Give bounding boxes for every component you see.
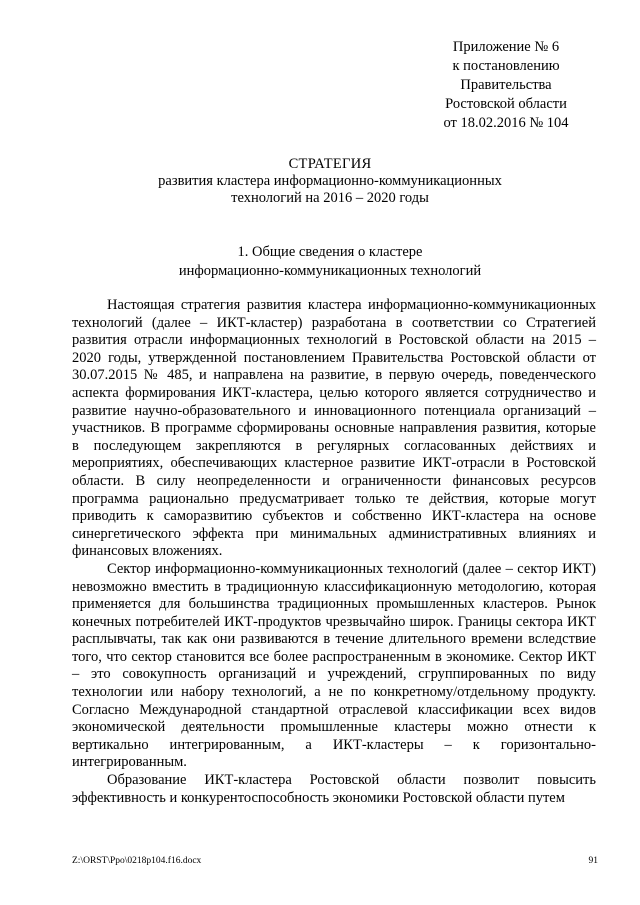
title-heading: СТРАТЕГИЯ: [288, 156, 372, 172]
body-text: [72, 297, 596, 807]
appendix-line: от 18.02.2016 № 104: [443, 115, 569, 131]
title-line: технологий на 2016 – 2020 годы: [231, 190, 429, 206]
section-heading: [60, 243, 600, 281]
paragraph: Сектор информационно-коммуникационных технологий (далее – сектор ИКТ) невозможно вместить в традиционную классификационную методологию, которая применяется для большинства традиционных промышленных кластеров. Рынок конечных потребителей ИКТ-продуктов чрезвычайно широк. Границы сектора ИКТ расплывчаты, так как они развиваются в течение длительного времени вследствие того, что сектор становится все более распространенным в экономике. Сектор ИКТ – это совокупность организаций и учреждений, сгруппированных по виду технологии или набору технологий, а не по конкретному/отдельному продукту. Согласно Международной стандартной отраслевой классификации всех видов экономической деятельности промышленные кластеры можно отнести к вертикально интегрированным, а ИКТ-кластеры – к горизонтально-интегрированным.: [72, 560, 596, 771]
appendix-header: [420, 38, 592, 133]
appendix-line: Приложение № 6: [452, 39, 560, 55]
appendix-line: Правительства: [460, 77, 552, 93]
appendix-line: Ростовской области: [445, 96, 567, 112]
section-title-line: 1. Общие сведения о кластере: [237, 244, 423, 260]
page-number: 91: [588, 856, 598, 866]
section-title-line: информационно-коммуникационных технологий: [178, 263, 482, 279]
paragraph: Настоящая стратегия развития кластера информационно-коммуникационных технологий (далее – ИКТ-кластер) разработана в соответствии со Стратегией развития отрасли информационных технологий в Ростовской области на 2015 – 2020 годы, утвержденной постановлением Правительства Ростовской области от 30.07.2015 № 485, и направлена на развитие, в первую очередь, поведенческого аспекта формирования ИКТ-кластера, целью которого является сотрудничество и развитие научно-образовательного и инновационного потенциала организаций – участников. В программе сформированы основные направления развития, которые в последующем закрепляются в регулярных согласованных действиях и мероприятиях, обеспечивающих кластерное развитие ИКТ-отрасли в Ростовской области. В силу неопределенности и ограниченности финансовых ресурсов программа рационально предусматривает только те действия, которые могут приводить к саморазвитию субъектов и собственно ИКТ-кластера на основе синергетического эффекта при минимальных административных влияниях и финансовых вложениях.: [72, 297, 596, 560]
footer-file-path: Z:\ORST\Ppo\0218p104.f16.docx: [72, 856, 202, 866]
paragraph: Образование ИКТ-кластера Ростовской области позволит повысить эффективность и конкурентоспособность экономики Ростовской области путем: [72, 772, 596, 806]
document-title: [60, 156, 600, 207]
appendix-line: к постановлению: [452, 58, 560, 74]
title-line: развития кластера информационно-коммуникационных: [158, 173, 502, 189]
